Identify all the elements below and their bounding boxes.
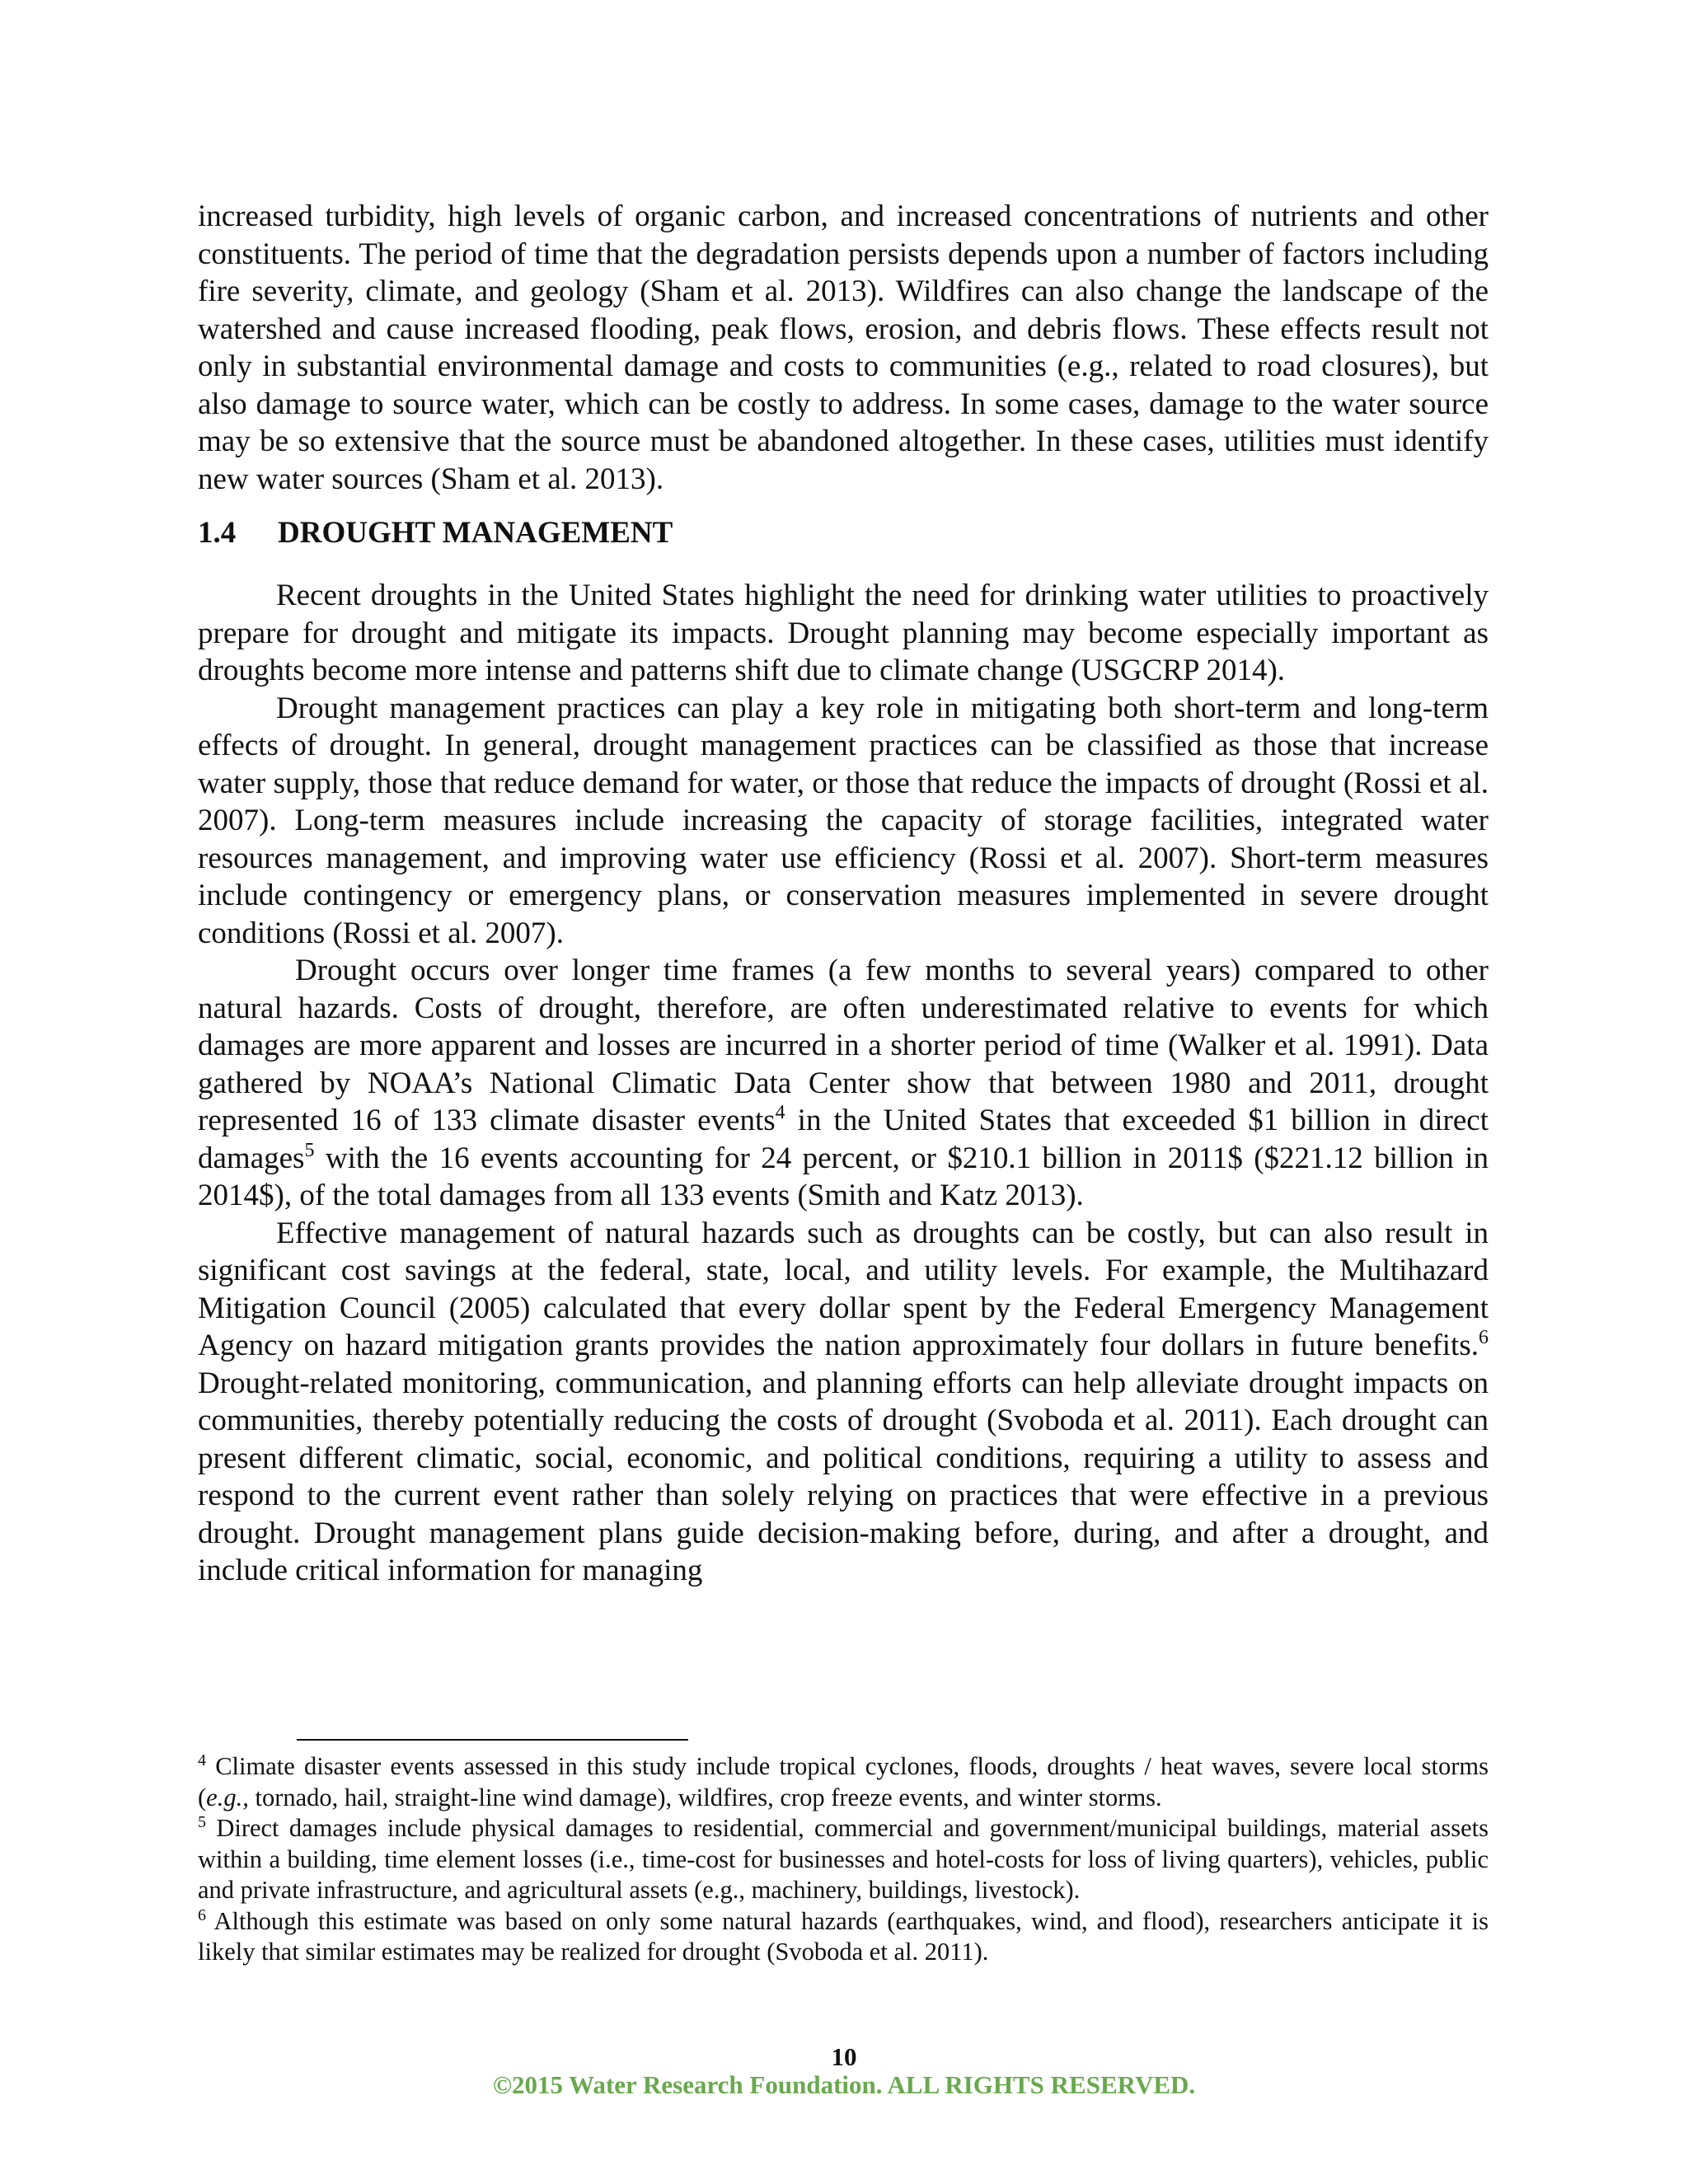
page-number: 10: [831, 2042, 857, 2071]
section-title: DROUGHT MANAGEMENT: [278, 516, 673, 550]
paragraph-4: [198, 1215, 1489, 1590]
footnote-ref-6: 6: [1479, 1327, 1489, 1348]
footnote-text: Direct damages include physical damages to residential, commercial and government/municipal buildings, material assets within a building, time element losses (i.e., time-cost for businesses and hotel-costs for loss of living quarters), vehicles, public and private infrastructure, and agricultural assets (e.g., machinery, buildings, livestock).: [198, 1814, 1489, 1904]
page-body: [198, 198, 1489, 1590]
footnote-text: tornado, hail, straight-line wind damage), wildfires, crop freeze events, and winter storms.: [248, 1783, 1162, 1811]
footnote-4: [198, 1751, 1489, 1813]
paragraph-4-text-a: Effective management of natural hazards such as droughts can be costly, but can also result in significant cost savings at the federal, state, local, and utility levels. For example, the Multihazard Mitigation Council (2005) calculated that every dollar spent by the Federal Emergency Management Agency on hazard mitigation grants provides the nation approximately four dollars in future benefits.: [198, 1216, 1489, 1362]
paragraph-3-text-c: with the 16 events accounting for 24 percent, or $210.1 billion in 2011$ ($221.12 billion in 2014$), of the total damages from all 133 events (Smith and Katz 2013).: [198, 1141, 1489, 1212]
footnote-marker: 5: [198, 1813, 206, 1831]
paragraph-3-text-b: in the United States that exceeded $1 billion in direct damages: [198, 1104, 1489, 1175]
footnote-marker: 4: [198, 1751, 206, 1769]
section-heading: [198, 514, 1489, 552]
paragraph-1: Recent droughts in the United States highlight the need for drinking water utilities to proactively prepare for drought and mitigate its impacts. Drought planning may become especially important as droughts become more intense and patterns shift due to climate change (USGCRP 2014).: [198, 579, 1489, 687]
paragraph-3-text-a: Drought occurs over longer time frames (a few months to several years) compared to other natural hazards. Costs of drought, therefore, are often underestimated relative to events for which damages are more apparent and losses are incurred in a shorter period of time (Walker et al. 1991). Data gathered by NOAA’s National Climatic Data Center show that between 1980 and 2011, drought represented 16 of 133 climate disaster events: [198, 954, 1489, 1137]
paragraph-3: [198, 952, 1489, 1215]
footnote-6: [198, 1906, 1489, 1968]
footnote-text: Climate disaster events assessed in this study include tropical cyclones, floods, droughts / heat waves, severe local storms (: [198, 1752, 1489, 1811]
footnote-text: Although this estimate was based on only some natural hazards (earthquakes, wind, and flood), researchers anticipate it is likely that similar estimates may be realized for drought (Svoboda et al. 2011).: [198, 1906, 1489, 1966]
footnotes: [198, 1751, 1489, 1968]
footnote-ref-5: 5: [304, 1139, 315, 1161]
section-number: 1.4: [198, 516, 237, 550]
footnote-marker: 6: [198, 1905, 206, 1924]
paragraph-continued: increased turbidity, high levels of organic carbon, and increased concentrations of nutrients and other constituents. The period of time that the degradation persists depends upon a number of factors including fire severity, climate, and geology (Sham et al. 2013). Wildfires can also change the landscape of the watershed and cause increased flooding, peak flows, erosion, and debris flows. These effects result not only in substantial environmental damage and costs to communities (e.g., related to road closures), but also damage to source water, which can be costly to address. In some cases, damage to the water source may be so extensive that the source must be abandoned altogether. In these cases, utilities must identify new water sources (Sham et al. 2013).: [198, 199, 1489, 496]
paragraph-2: Drought management practices can play a key role in mitigating both short-term and long-term effects of drought. In general, drought management practices can be classified as those that increase water supply, those that reduce demand for water, or those that reduce the impacts of drought (Rossi et al. 2007). Long-term measures include increasing the capacity of storage facilities, integrated water resources management, and improving water use efficiency (Rossi et al. 2007). Short-term measures include contingency or emergency plans, or conservation measures implemented in severe drought conditions (Rossi et al. 2007).: [198, 691, 1489, 950]
footnote-italic-text: e.g.,: [206, 1783, 249, 1811]
footnote-5: [198, 1813, 1489, 1906]
copyright-notice: ©2015 Water Research Foundation. ALL RIGHTS RESERVED.: [492, 2070, 1196, 2099]
footnote-divider: [297, 1739, 688, 1741]
paragraph-4-text-b: Drought-related monitoring, communication, and planning efforts can help alleviate drought impacts on communities, thereby potentially reducing the costs of drought (Svoboda et al. 2011). Each drought can present different climatic, social, economic, and political conditions, requiring a utility to assess and respond to the current event rather than solely relying on practices that were effective in a previous drought. Drought management plans guide decision-making before, during, and after a drought, and include critical information for managing: [198, 1366, 1489, 1587]
footnote-ref-4: 4: [775, 1102, 785, 1123]
